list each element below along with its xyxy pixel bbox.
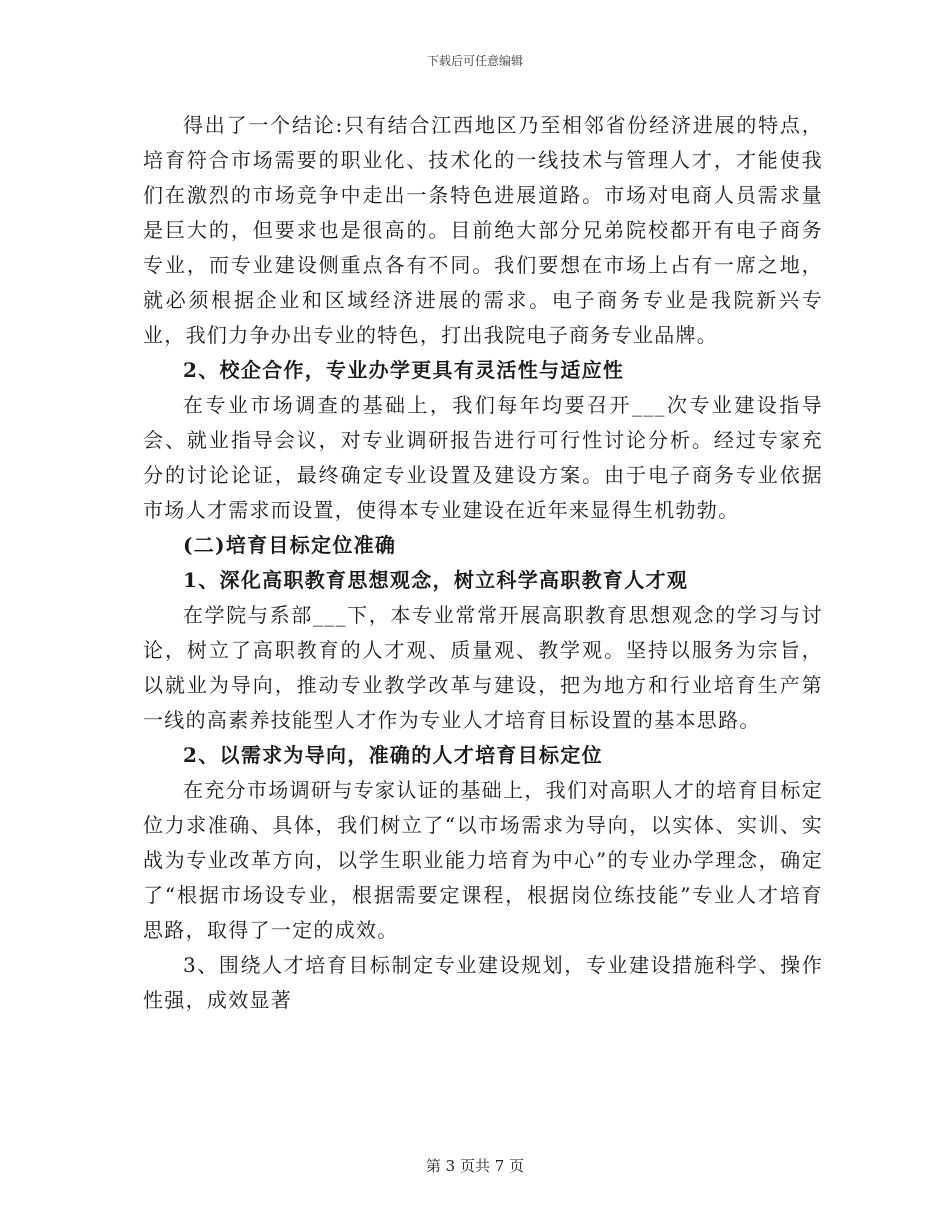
paragraph-conclusion: 得出了一个结论:只有结合江西地区乃至相邻省份经济进展的特点，培育符合市场需要的职业化、技术化的一线技术与管理人才，才能使我们在激烈的市场竞争中走出一条特色进展道路。市场对电商人员需求量是巨大的，但要求也是很高的。目前绝大部分兄弟院校都开有电子商务专业，而专业建设侧重点各有不同。我们要想在市场上占有一席之地，就必须根据企业和区域经济进展的需求。电子商务专业是我院新兴专业，我们力争办出专业的特色，打出我院电子商务专业品牌。 <box>143 113 823 347</box>
paragraph-construction-plan: 3、围绕人才培育目标制定专业建设规划，专业建设措施科学、操作性强，成效显著 <box>143 953 823 1012</box>
paragraph-education-concepts: 在学院与系部___下，本专业常常开展高职教育思想观念的学习与讨论，树立了高职教育的人才观、质量观、教学观。坚持以服务为宗旨，以就业为导向，推动专业教学改革与建设，把为地方和行业培育生产第一线的高素养技能型人才作为专业人才培育目标设置的基本思路。 <box>143 603 823 732</box>
heading-section-2: (二)培育目标定位准确 <box>183 533 397 557</box>
document-body <box>143 108 823 1018</box>
page-footer: 第 3 页共 7 页 <box>425 1157 525 1175</box>
heading-school-enterprise: 2、校企合作，专业办学更具有灵活性与适应性 <box>183 358 625 382</box>
paragraph-market-survey: 在专业市场调查的基础上，我们每年均要召开___次专业建设指导会、就业指导会议，对专业调研报告进行可行性讨论分析。经过专家充分的讨论论证，最终确定专业设置及建设方案。由于电子商务专业依据市场人才需求而设置，使得本专业建设在近年来显得生机勃勃。 <box>143 393 823 522</box>
heading-deepen-concepts: 1、深化高职教育思想观念，树立科学高职教育人才观 <box>183 568 689 592</box>
heading-demand-oriented: 2、以需求为导向，准确的人才培育目标定位 <box>183 743 603 767</box>
paragraph-talent-positioning: 在充分市场调研与专家认证的基础上，我们对高职人才的培育目标定位力求准确、具体，我们树立了“以市场需求为导向，以实体、实训、实战为专业改革方向，以学生职业能力培育为中心”的专业办学理念，确定了“根据市场设专业，根据需要定课程，根据岗位练技能”专业人才培育思路，取得了一定的成效。 <box>143 778 823 942</box>
page-header: 下载后可任意编辑 <box>426 54 523 68</box>
